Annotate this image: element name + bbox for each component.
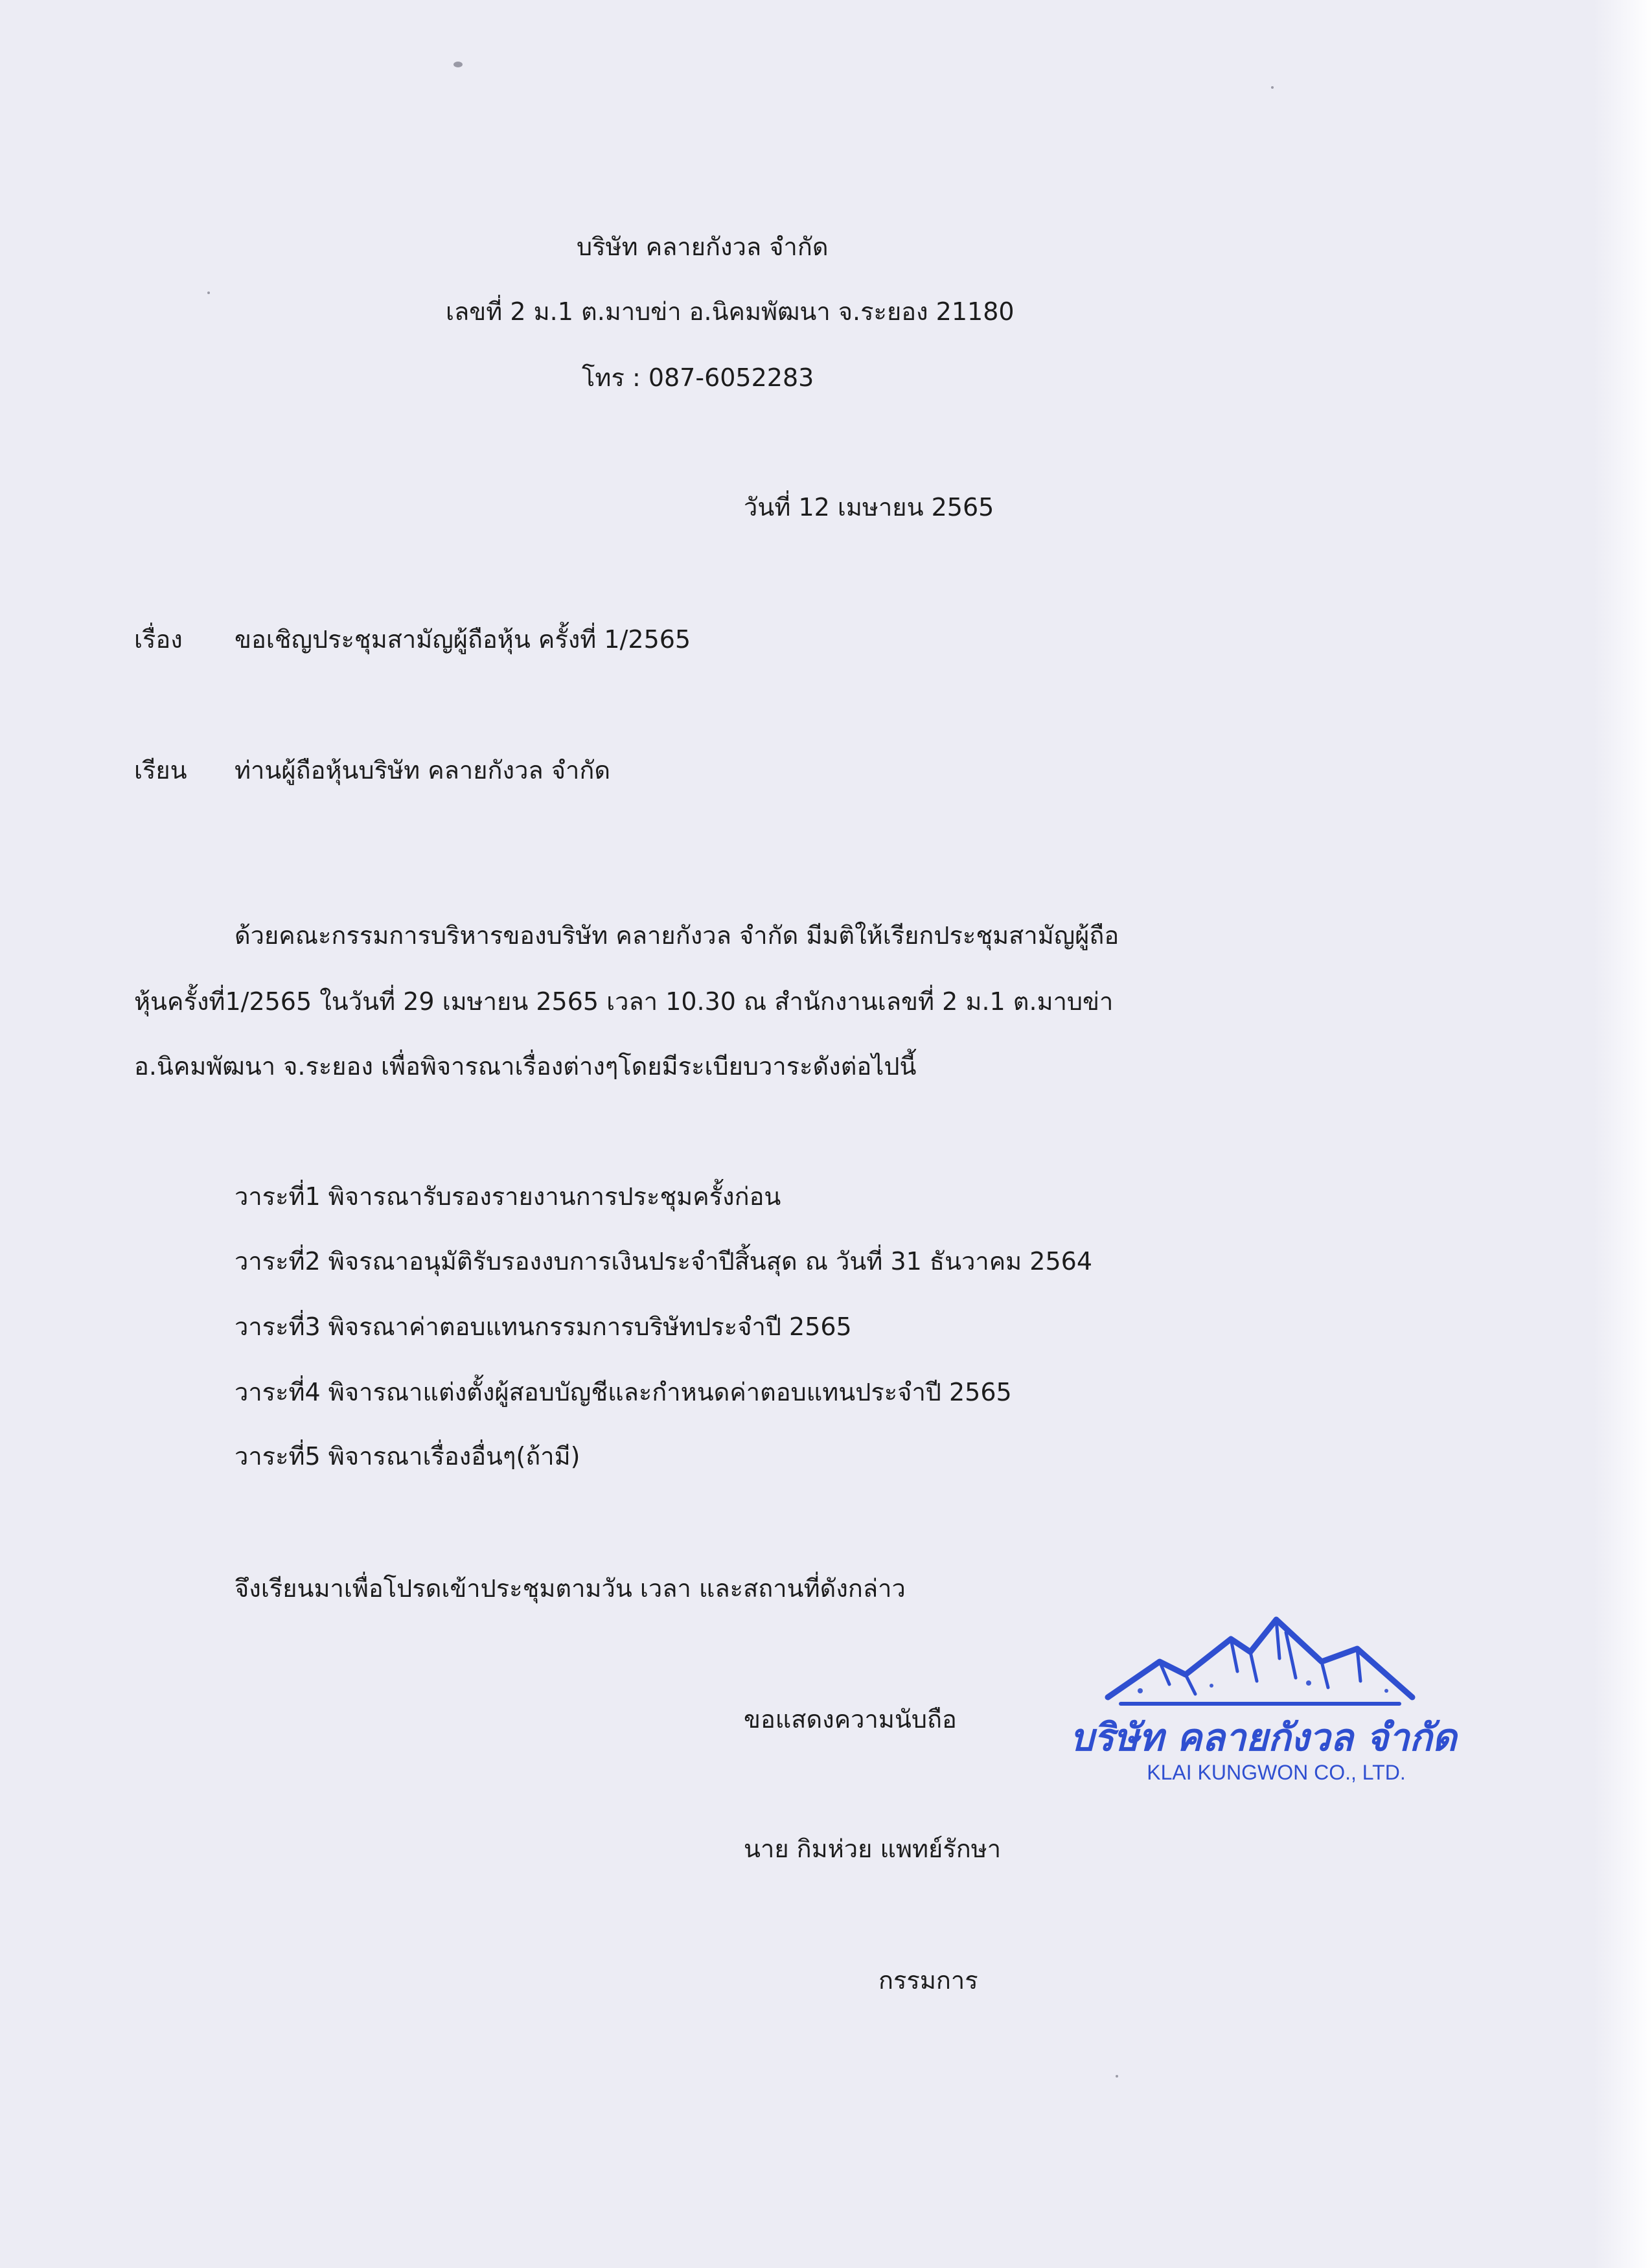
agenda-item-3: วาระที่3 พิจรณาค่าตอบแทนกรรมการบริษัทประจำปี 2565: [235, 1312, 852, 1341]
stamp-thai-name: บริษัท คลายกังวล จำกัด: [1070, 1715, 1457, 1759]
stamp-english-name: KLAI KUNGWON CO., LTD.: [1147, 1761, 1406, 1784]
letterhead-phone: โทร : 087-6052283: [582, 363, 814, 392]
mountain-logo-icon: [1108, 1620, 1412, 1704]
agenda-item-2: วาระที่2 พิจรณาอนุมัติรับรองงบการเงินประจำปีสิ้นสุด ณ วันที่ 31 ธันวาคม 2564: [235, 1247, 1093, 1276]
regards-line: ขอแสดงความนับถือ: [744, 1705, 957, 1734]
scan-speck: [1116, 2075, 1118, 2078]
scan-speck: [207, 292, 210, 294]
closing-line: จึงเรียนมาเพื่อโปรดเข้าประชุมตามวัน เวลา และสถานที่ดังกล่าว: [235, 1574, 906, 1603]
signer-name: นาย กิมห่วย แพทย์รักษา: [744, 1835, 1002, 1863]
body-paragraph-line-1: ด้วยคณะกรรมการบริหารของบริษัท คลายกังวล จำกัด มีมติให้เรียกประชุมสามัญผู้ถือ: [235, 921, 1119, 950]
letterhead-company-name: บริษัท คลายกังวล จำกัด: [577, 233, 829, 261]
scan-edge: [1594, 0, 1652, 2268]
subject-label: เรื่อง: [134, 625, 183, 654]
letter-date: วันที่ 12 เมษายน 2565: [744, 493, 994, 521]
scan-speck: [453, 62, 463, 67]
letterhead-address: เลขที่ 2 ม.1 ต.มาบข่า อ.นิคมพัฒนา จ.ระยอง 21180: [446, 297, 1015, 326]
body-paragraph-line-3: อ.นิคมพัฒนา จ.ระยอง เพื่อพิจารณาเรื่องต่างๆโดยมีระเบียบวาระดังต่อไปนี้: [134, 1052, 917, 1081]
recipient-label: เรียน: [134, 756, 187, 785]
agenda-item-4: วาระที่4 พิจารณาแต่งตั้งผู้สอบบัญชีและกำหนดค่าตอบแทนประจำปี 2565: [235, 1378, 1012, 1406]
signer-title: กรรมการ: [878, 1966, 978, 1995]
scan-speck: [1271, 86, 1274, 89]
subject-text: ขอเชิญประชุมสามัญผู้ถือหุ้น ครั้งที่ 1/2565: [235, 625, 691, 654]
company-stamp: [1062, 1600, 1464, 1794]
recipient-text: ท่านผู้ถือหุ้นบริษัท คลายกังวล จำกัด: [235, 756, 611, 785]
agenda-item-1: วาระที่1 พิจารณารับรองรายงานการประชุมครั้งก่อน: [235, 1182, 781, 1211]
agenda-item-5: วาระที่5 พิจารณาเรื่องอื่นๆ(ถ้ามี): [235, 1442, 580, 1471]
body-paragraph-line-2: หุ้นครั้งที่1/2565 ในวันที่ 29 เมษายน 2565 เวลา 10.30 ณ สำนักงานเลขที่ 2 ม.1 ต.มาบข่า: [134, 987, 1114, 1016]
